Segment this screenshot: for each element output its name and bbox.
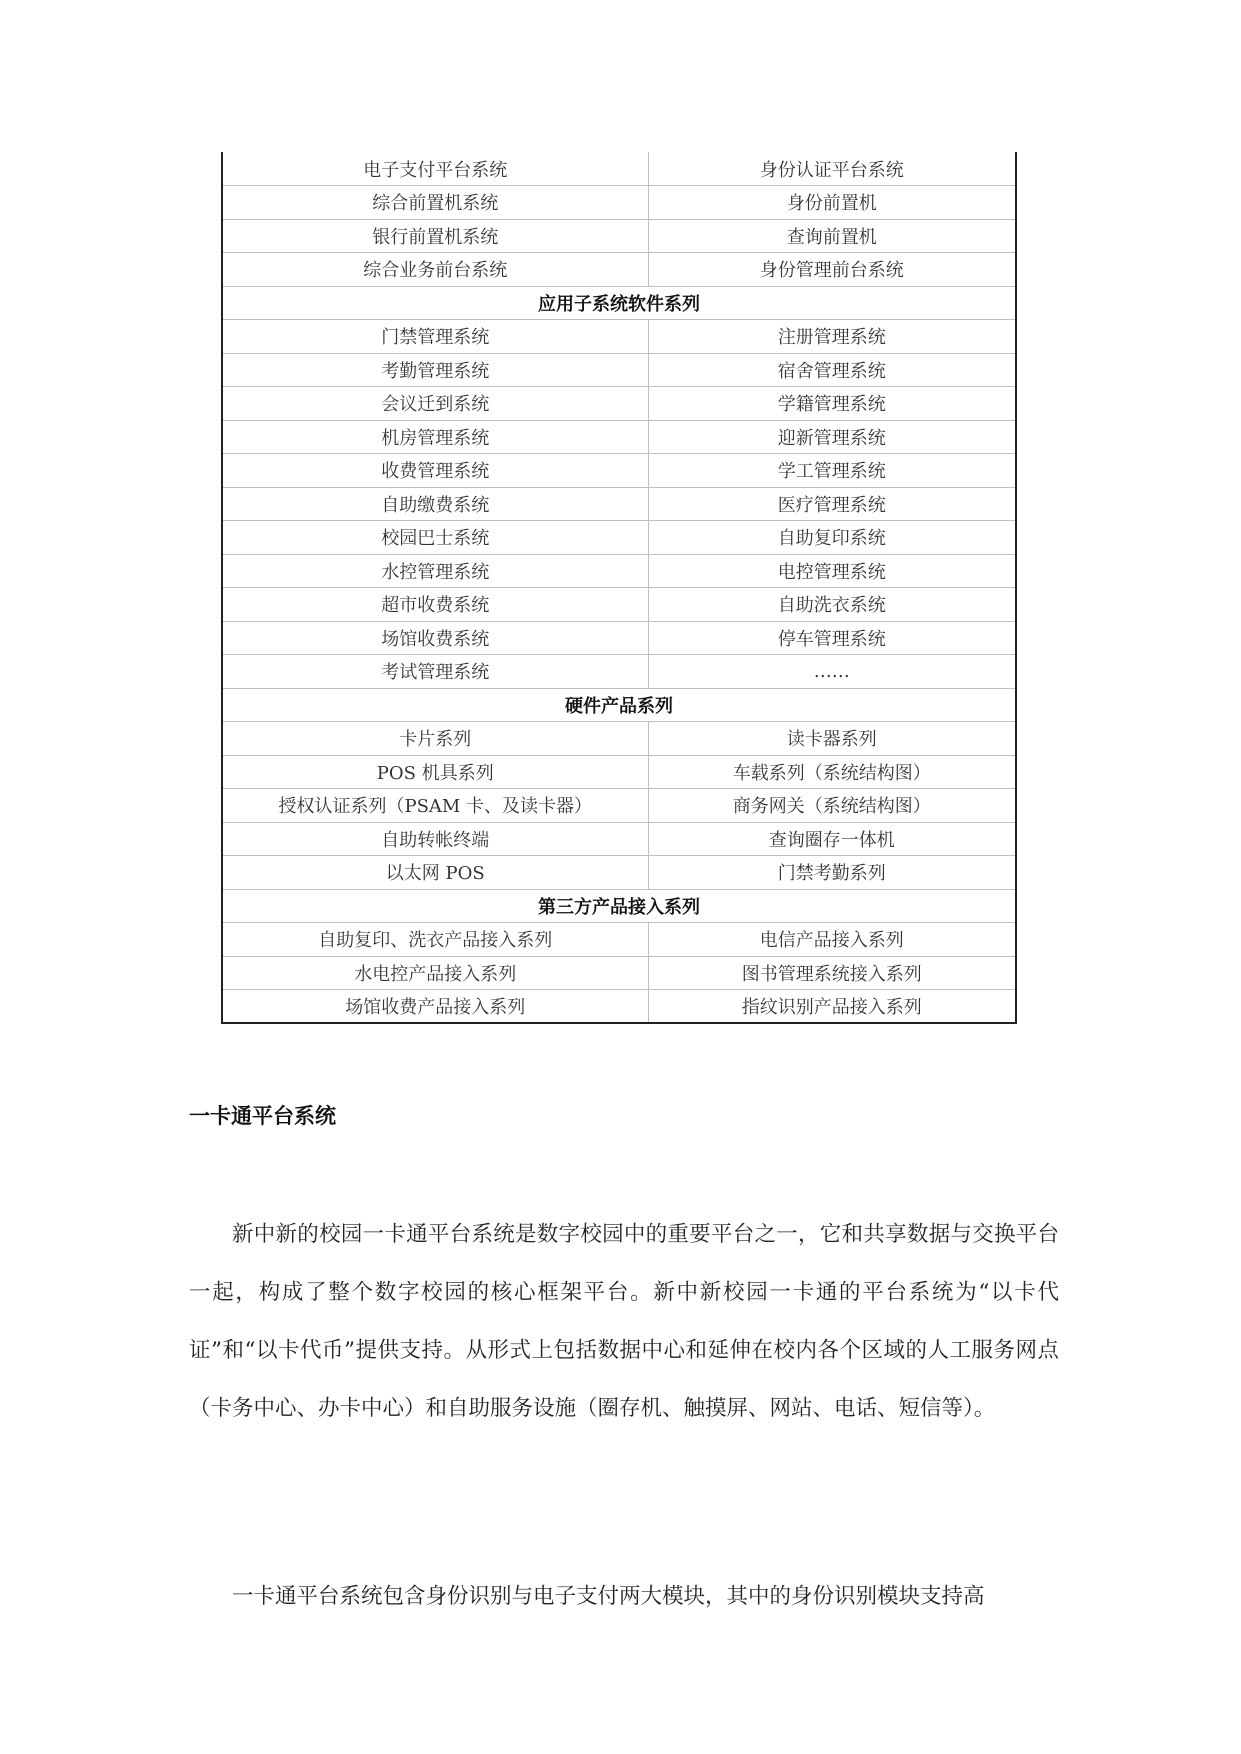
table-row — [222, 990, 1016, 1024]
table-cell-left: 自助转帐终端 — [222, 822, 648, 856]
section-title: 一卡通平台系统 — [189, 1104, 336, 1128]
table-cell-left: 收费管理系统 — [222, 454, 648, 488]
section-header-cell: 第三方产品接入系列 — [222, 889, 1016, 923]
table-row — [222, 822, 1016, 856]
table-row — [222, 621, 1016, 655]
table-row — [222, 320, 1016, 354]
table-cell-right: 学工管理系统 — [648, 454, 1016, 488]
table-row — [222, 588, 1016, 622]
table-section-header-row — [222, 286, 1016, 320]
table-cell-right: 商务网关（系统结构图） — [648, 789, 1016, 823]
table-row — [222, 956, 1016, 990]
table-row — [222, 856, 1016, 890]
table-cell-left: 超市收费系统 — [222, 588, 648, 622]
table-row — [222, 253, 1016, 287]
table-cell-right: …… — [648, 655, 1016, 689]
table-row — [222, 554, 1016, 588]
table-row — [222, 655, 1016, 689]
table-row — [222, 789, 1016, 823]
table-cell-right: 指纹识别产品接入系列 — [648, 990, 1016, 1024]
table-row — [222, 755, 1016, 789]
table-row — [222, 454, 1016, 488]
product-table-body — [222, 152, 1016, 1023]
table-cell-left: 场馆收费产品接入系列 — [222, 990, 648, 1024]
table-cell-left: 考试管理系统 — [222, 655, 648, 689]
table-row — [222, 219, 1016, 253]
table-cell-right: 查询圈存一体机 — [648, 822, 1016, 856]
table-cell-right: 停车管理系统 — [648, 621, 1016, 655]
table-cell-left: 场馆收费系统 — [222, 621, 648, 655]
table-cell-left: 以太网 POS — [222, 856, 648, 890]
table-row — [222, 152, 1016, 186]
table-cell-right: 宿舍管理系统 — [648, 353, 1016, 387]
body-paragraph-1: 新中新的校园一卡通平台系统是数字校园中的重要平台之一，它和共享数据与交换平台一起，构成了整个数字校园的核心框架平台。新中新校园一卡通的平台系统为“以卡代证”和“以卡代币”提供支持。从形式上包括数据中心和延伸在校内各个区域的人工服务网点（卡务中心、办卡中心）和自助服务设施（圈存机、触摸屏、网站、电话、短信等）。 — [189, 1222, 1059, 1421]
table-cell-right: 身份认证平台系统 — [759, 159, 904, 181]
table-cell-left: 银行前置机系统 — [222, 219, 648, 253]
table-cell-right: 迎新管理系统 — [648, 420, 1016, 454]
table-row — [222, 487, 1016, 521]
table-cell-right: 门禁考勤系列 — [648, 856, 1016, 890]
table-cell-left: 考勤管理系统 — [222, 353, 648, 387]
table-row — [222, 387, 1016, 421]
section-header-cell: 硬件产品系列 — [222, 688, 1016, 722]
table-cell-left: 自助缴费系统 — [222, 487, 648, 521]
table-cell-left: 授权认证系列（PSAM 卡、及读卡器） — [222, 789, 648, 823]
table-cell-right: 学籍管理系统 — [648, 387, 1016, 421]
table-cell-left: 水电控产品接入系列 — [222, 956, 648, 990]
table-cell-right: 身份前置机 — [648, 186, 1016, 220]
table-cell-left: 机房管理系统 — [222, 420, 648, 454]
table-cell-right: 自助复印系统 — [648, 521, 1016, 555]
table-cell-left: 校园巴士系统 — [222, 521, 648, 555]
table-cell-right: 电信产品接入系列 — [648, 923, 1016, 957]
table-cell-left: 综合前置机系统 — [222, 186, 648, 220]
product-table — [221, 152, 1017, 1024]
table-cell-right: 身份管理前台系统 — [648, 253, 1016, 287]
table-cell-left: 会议迁到系统 — [222, 387, 648, 421]
table-cell-right: 车载系列（系统结构图） — [648, 755, 1016, 789]
table-section-header-row — [222, 688, 1016, 722]
table-cell-left: 卡片系列 — [222, 722, 648, 756]
table-cell-left: 综合业务前台系统 — [222, 253, 648, 287]
table-row — [222, 722, 1016, 756]
table-cell-left: 水控管理系统 — [222, 554, 648, 588]
table-cell-right: 查询前置机 — [648, 219, 1016, 253]
table-cell-right: 图书管理系统接入系列 — [648, 956, 1016, 990]
table-row — [222, 420, 1016, 454]
body-paragraph-2: 一卡通平台系统包含身份识别与电子支付两大模块，其中的身份识别模块支持高 — [232, 1584, 985, 1609]
table-cell-right: 读卡器系列 — [648, 722, 1016, 756]
table-cell-left: POS 机具系列 — [222, 755, 648, 789]
table-cell-right: 自助洗衣系统 — [648, 588, 1016, 622]
table-cell-left: 门禁管理系统 — [222, 320, 648, 354]
table-row — [222, 521, 1016, 555]
table-row — [222, 353, 1016, 387]
table-cell-right: 注册管理系统 — [648, 320, 1016, 354]
table-cell-left: 自助复印、洗衣产品接入系列 — [222, 923, 648, 957]
table-row — [222, 923, 1016, 957]
section-header-cell: 应用子系统软件系列 — [222, 286, 1016, 320]
table-section-header-row — [222, 889, 1016, 923]
table-cell-right: 医疗管理系统 — [648, 487, 1016, 521]
table-cell-left: 电子支付平台系统 — [222, 152, 648, 186]
table-row — [222, 186, 1016, 220]
table-cell-right: 电控管理系统 — [648, 554, 1016, 588]
